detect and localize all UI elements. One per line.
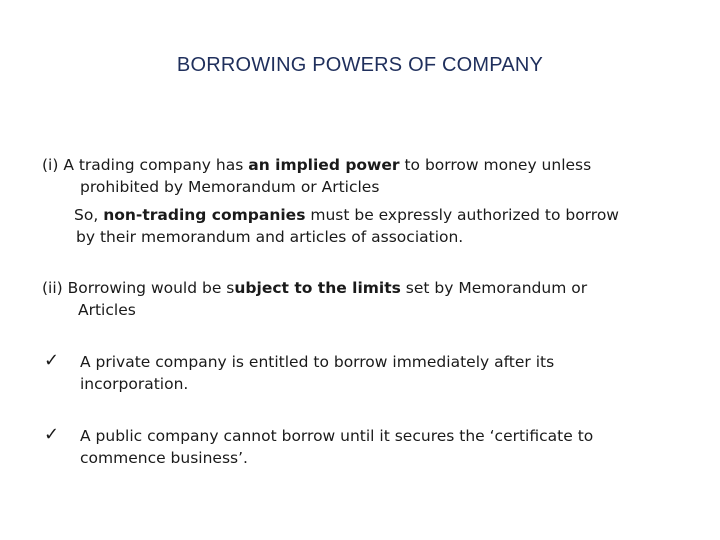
para1-line4: by their memorandum and articles of association.: [76, 228, 464, 246]
para1-line2: prohibited by Memorandum or Articles: [80, 178, 380, 196]
para2-line2: Articles: [78, 301, 136, 319]
checkmark-icon: ✓: [44, 350, 60, 371]
bullet1-line2: incorporation.: [80, 375, 189, 393]
para1-line1: (i) A trading company has an implied power to borrow money unless: [42, 156, 592, 174]
bullet1-line1: A private company is entitled to borrow immediately after its: [80, 353, 555, 371]
para1-line3: So, non-trading companies must be expressly authorized to borrow: [74, 206, 619, 224]
implied-power-emphasis: an implied power: [248, 156, 400, 174]
bullet2-line1: A public company cannot borrow until it secures the ‘certificate to: [80, 427, 594, 445]
slide-title: BORROWING POWERS OF COMPANY: [176, 54, 544, 76]
bullet2-line2: commence business’.: [80, 449, 248, 467]
limits-emphasis: ubject to the limits: [234, 279, 401, 297]
para2-line1: (ii) Borrowing would be subject to the limits set by Memorandum or: [42, 279, 588, 297]
non-trading-emphasis: non-trading companies: [103, 206, 306, 224]
checkmark-icon: ✓: [44, 424, 60, 445]
